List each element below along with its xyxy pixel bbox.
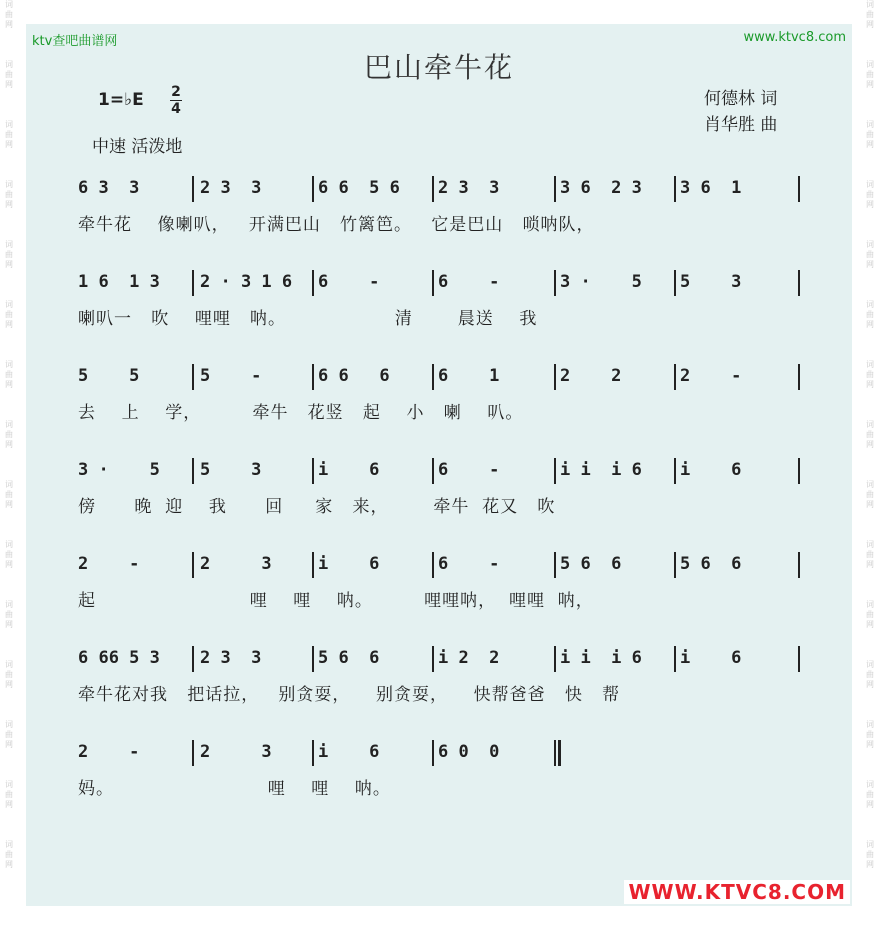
bar-line	[674, 176, 676, 202]
measure-notes: 3 · 5	[560, 272, 642, 292]
measure-notes: 2 3 3	[200, 178, 262, 198]
bar-line	[554, 176, 556, 202]
side-watermark-group: 词 曲 网	[5, 540, 13, 569]
side-watermark-group: 词 曲 网	[866, 240, 874, 269]
time-signature	[170, 84, 182, 117]
bar-line	[312, 458, 314, 484]
side-watermark-group: 词 曲 网	[5, 300, 13, 329]
side-watermark-group: 词 曲 网	[5, 0, 13, 29]
lyrics-line: 起 哩 哩 呐。 哩哩呐， 哩哩 呐，	[78, 591, 594, 611]
measure-notes: 3 · 5	[78, 460, 160, 480]
measure-notes: 3 6 2 3	[560, 178, 642, 198]
bar-line	[674, 646, 676, 672]
side-watermark-group: 词 曲 网	[5, 180, 13, 209]
final-barline	[554, 740, 561, 766]
measure-notes: 6 1	[438, 366, 500, 386]
measure-notes: 2 3	[200, 742, 272, 762]
measure-notes: 5 3	[680, 272, 742, 292]
measure-notes: i i i 6	[560, 460, 642, 480]
measure-notes: 2 3 3	[200, 648, 262, 668]
measure-notes: 2 2	[560, 366, 622, 386]
measure-notes: 6 6 5 6	[318, 178, 400, 198]
bar-line	[312, 552, 314, 578]
bar-line	[312, 364, 314, 390]
measure-notes: 2 -	[680, 366, 742, 386]
bar-line	[554, 458, 556, 484]
bar-line	[192, 364, 194, 390]
measure-notes: 5 3	[200, 460, 262, 480]
side-watermark-group: 词 曲 网	[866, 480, 874, 509]
time-top: 2	[171, 84, 181, 100]
side-watermark-group: 词 曲 网	[866, 540, 874, 569]
measure-notes: 6 -	[438, 460, 500, 480]
bar-line	[674, 458, 676, 484]
bar-line	[432, 646, 434, 672]
side-watermark-group: 词 曲 网	[5, 720, 13, 749]
measure-notes: 5 6 6	[680, 554, 742, 574]
side-watermark-group: 词 曲 网	[866, 720, 874, 749]
lyrics-line: 牵牛花 像喇叭， 开满巴山 竹篱笆。 它是巴山 唢呐队，	[78, 215, 595, 235]
bar-line	[798, 646, 800, 672]
bar-line	[192, 552, 194, 578]
measure-notes: 5 6 6	[560, 554, 622, 574]
bar-line	[312, 646, 314, 672]
side-watermark-group: 词 曲 网	[5, 60, 13, 89]
tempo-marking: 中速 活泼地	[92, 137, 183, 157]
measure-notes: 6 66 5 3	[78, 648, 160, 668]
song-title: 巴山牵牛花	[363, 51, 514, 84]
side-watermark-group: 词 曲 网	[5, 120, 13, 149]
bar-line	[432, 552, 434, 578]
measure-notes: i 2 2	[438, 648, 500, 668]
side-watermark-group: 词 曲 网	[866, 0, 874, 29]
measure-notes: i i i 6	[560, 648, 642, 668]
measure-notes: 5 -	[200, 366, 262, 386]
bar-line	[432, 176, 434, 202]
side-watermark-right	[861, 0, 879, 931]
bar-line	[798, 458, 800, 484]
lyrics-line: 牵牛花对我 把话拉， 别贪耍， 别贪耍， 快帮爸爸 快 帮	[78, 685, 621, 705]
bar-line	[432, 740, 434, 766]
bar-line	[798, 364, 800, 390]
measure-notes: i 6	[318, 742, 380, 762]
bar-line	[554, 646, 556, 672]
measure-notes: 2 3	[200, 554, 272, 574]
lyricist: 何德林 词	[704, 89, 778, 109]
bar-line	[554, 270, 556, 296]
bar-line	[312, 176, 314, 202]
side-watermark-group: 词 曲 网	[866, 840, 874, 869]
bar-line	[554, 552, 556, 578]
bar-line	[674, 270, 676, 296]
side-watermark-group: 词 曲 网	[5, 480, 13, 509]
measure-notes: 2 · 3 1 6	[200, 272, 293, 292]
measure-notes: 6 6 6	[318, 366, 390, 386]
bar-line	[312, 740, 314, 766]
side-watermark-group: 词 曲 网	[866, 120, 874, 149]
time-bottom: 4	[171, 101, 181, 117]
lyrics-line: 去 上 学， 牵牛 花竖 起 小 喇 叭。	[78, 403, 524, 423]
side-watermark-group: 词 曲 网	[866, 780, 874, 809]
side-watermark-group: 词 曲 网	[866, 600, 874, 629]
brand-watermark: WWW.KTVC8.COM	[624, 880, 850, 904]
composer: 肖华胜 曲	[704, 115, 778, 135]
bar-line	[192, 646, 194, 672]
score-sheet	[26, 24, 852, 906]
measure-notes: 1 6 1 3	[78, 272, 160, 292]
measure-notes: i 6	[318, 460, 380, 480]
side-watermark-group: 词 曲 网	[866, 360, 874, 389]
bar-line	[554, 364, 556, 390]
bar-line	[798, 270, 800, 296]
measure-notes: i 6	[680, 460, 742, 480]
side-watermark-group: 词 曲 网	[5, 240, 13, 269]
credits	[704, 86, 777, 138]
measure-notes: 2 -	[78, 742, 140, 762]
measure-notes: 3 6 1	[680, 178, 742, 198]
side-watermark-group: 词 曲 网	[866, 300, 874, 329]
bar-line	[312, 270, 314, 296]
side-watermark-group: 词 曲 网	[866, 180, 874, 209]
measure-notes: 2 3 3	[438, 178, 500, 198]
side-watermark-left	[0, 0, 18, 931]
measure-notes: i 6	[318, 554, 380, 574]
side-watermark-group: 词 曲 网	[866, 60, 874, 89]
lyrics-line: 傍 晚 迎 我 回 家 来， 牵牛 花又 吹	[78, 497, 556, 517]
measure-notes: 5 5	[78, 366, 140, 386]
side-watermark-group: 词 曲 网	[5, 600, 13, 629]
lyrics-line: 妈。 哩 哩 呐。	[78, 779, 391, 799]
side-watermark-group: 词 曲 网	[5, 660, 13, 689]
measure-notes: 6 -	[318, 272, 380, 292]
bar-line	[192, 740, 194, 766]
bar-line	[432, 458, 434, 484]
bar-line	[432, 364, 434, 390]
site-name: ktv查吧曲谱网	[32, 34, 118, 49]
measure-notes: 2 -	[78, 554, 140, 574]
bar-line	[798, 552, 800, 578]
bar-line	[192, 176, 194, 202]
measure-notes: 6 3 3	[78, 178, 140, 198]
bar-line	[432, 270, 434, 296]
side-watermark-group: 词 曲 网	[5, 420, 13, 449]
side-watermark-group: 词 曲 网	[866, 420, 874, 449]
bar-line	[192, 270, 194, 296]
measure-notes: 5 6 6	[318, 648, 380, 668]
measure-notes: 6 -	[438, 272, 500, 292]
measure-notes: 6 -	[438, 554, 500, 574]
measure-notes: 6 0 0	[438, 742, 500, 762]
side-watermark-group: 词 曲 网	[5, 780, 13, 809]
bar-line	[674, 364, 676, 390]
bar-line	[674, 552, 676, 578]
key-signature: 1=♭E	[98, 90, 144, 110]
side-watermark-group: 词 曲 网	[5, 360, 13, 389]
side-watermark-group: 词 曲 网	[5, 840, 13, 869]
bar-line	[798, 176, 800, 202]
bar-line	[192, 458, 194, 484]
lyrics-line: 喇叭一 吹 哩哩 呐。 清 晨送 我	[78, 309, 538, 329]
measure-notes: i 6	[680, 648, 742, 668]
site-url: www.ktvc8.com	[743, 30, 846, 45]
side-watermark-group: 词 曲 网	[866, 660, 874, 689]
